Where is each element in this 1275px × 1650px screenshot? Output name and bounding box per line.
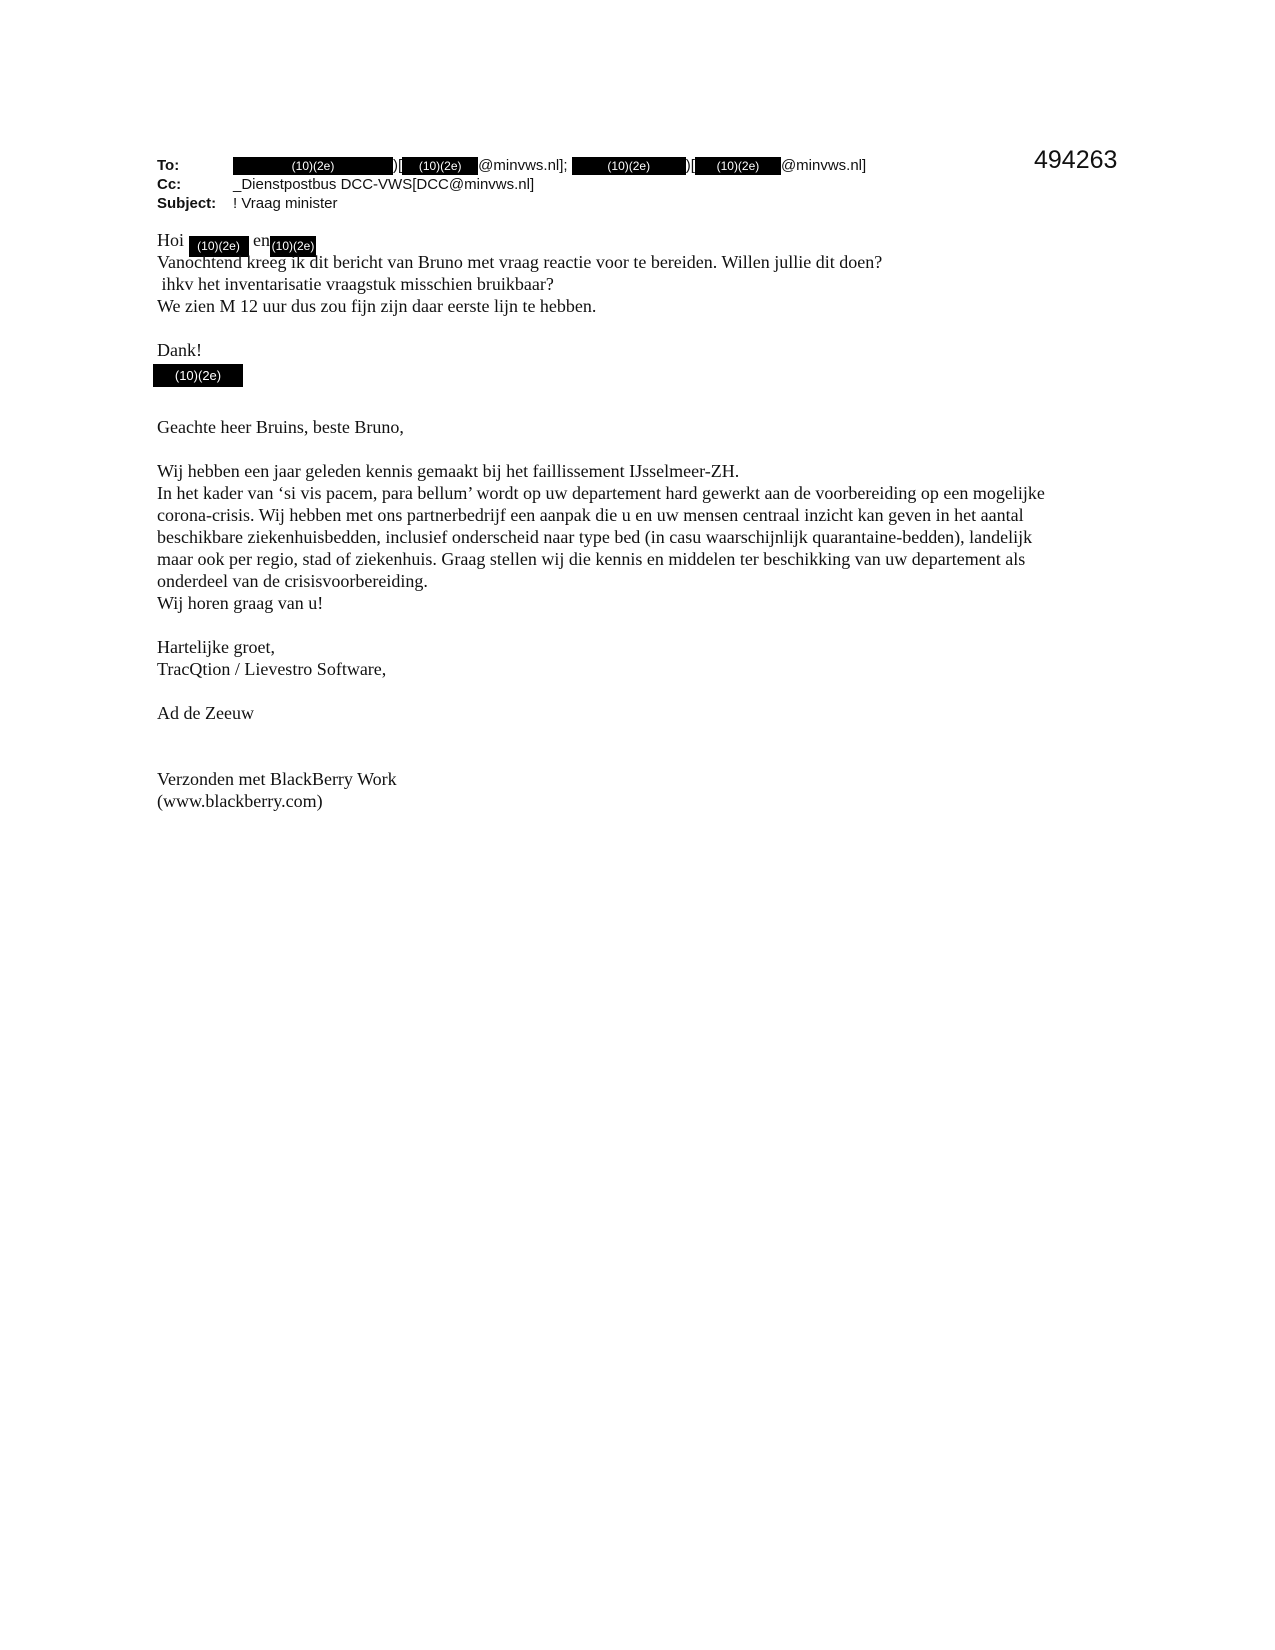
to-label: To: (157, 157, 180, 174)
company-name: TracQtion / Lievestro Software, (157, 659, 387, 679)
thanks-line: Dank! (157, 340, 202, 360)
sent-url: (www.blackberry.com) (157, 791, 323, 811)
sent-with: Verzonden met BlackBerry Work (157, 769, 397, 789)
redaction-box: (10)(2e) (189, 236, 249, 257)
redaction-box: (10)(2e) (695, 157, 781, 175)
greeting-prefix: Hoi (157, 230, 184, 250)
blank-line (157, 614, 1045, 636)
blank-line (157, 680, 1045, 702)
forwarded-message (157, 416, 1045, 812)
greeting-and: en (253, 230, 270, 250)
signature-redaction: (10)(2e) (153, 364, 243, 387)
blank-line (157, 746, 1045, 768)
to-value (233, 157, 866, 175)
blank-line (157, 724, 1045, 746)
to-separator: )[ (685, 157, 695, 174)
intro-line: ihkv het inventarisatie vraagstuk misschien bruikbaar? (157, 274, 554, 294)
greeting-line (157, 229, 882, 251)
redaction-box: (10)(2e) (572, 157, 686, 175)
paragraph-line: onderdeel van de crisisvoorbereiding. (157, 571, 428, 591)
cc-value: _Dienstpostbus DCC-VWS[DCC@minvws.nl] (233, 176, 535, 193)
paragraph-line: Wij horen graag van u! (157, 593, 324, 613)
to-domain: @minvws.nl] (780, 157, 867, 174)
paragraph-line: maar ook per regio, stad of ziekenhuis. Graag stellen wij die kennis en middelen ter beschikking van uw departement als (157, 549, 1026, 569)
closing: Hartelijke groet, (157, 637, 275, 657)
to-separator: )[ (393, 157, 403, 174)
document-number: 494263 (1034, 146, 1118, 174)
subject-label: Subject: (157, 195, 217, 212)
intro-message (157, 229, 882, 361)
paragraph-line: corona-crisis. Wij hebben met ons partnerbedrijf een aanpak die u en uw mensen centraal inzicht kan geven in het aantal (157, 505, 1024, 525)
paragraph-line: beschikbare ziekenhuisbedden, inclusief onderscheid naar type bed (in casu waarschijnlijk quarantaine-bedden), landelijk (157, 527, 1033, 547)
blank-line (157, 317, 882, 339)
blank-line (157, 438, 1045, 460)
intro-line: We zien M 12 uur dus zou fijn zijn daar eerste lijn te hebben. (157, 296, 597, 316)
to-domain: @minvws.nl]; (478, 157, 568, 174)
redaction-box: (10)(2e) (402, 157, 478, 175)
paragraph-line: In het kader van ‘si vis pacem, para bellum’ wordt op uw departement hard gewerkt aan de voorbereiding op een mogelijke (157, 483, 1045, 503)
sender-name: Ad de Zeeuw (157, 703, 254, 723)
intro-line: Vanochtend kreeg ik dit bericht van Bruno met vraag reactie voor te bereiden. Willen jullie dit doen? (157, 252, 883, 272)
redaction-box: (10)(2e) (270, 236, 316, 257)
subject-value: ! Vraag minister (233, 195, 338, 212)
paragraph-line: Wij hebben een jaar geleden kennis gemaakt bij het faillissement IJsselmeer-ZH. (157, 461, 740, 481)
cc-label: Cc: (157, 176, 182, 193)
salutation: Geachte heer Bruins, beste Bruno, (157, 417, 404, 437)
redaction-box: (10)(2e) (233, 157, 393, 175)
